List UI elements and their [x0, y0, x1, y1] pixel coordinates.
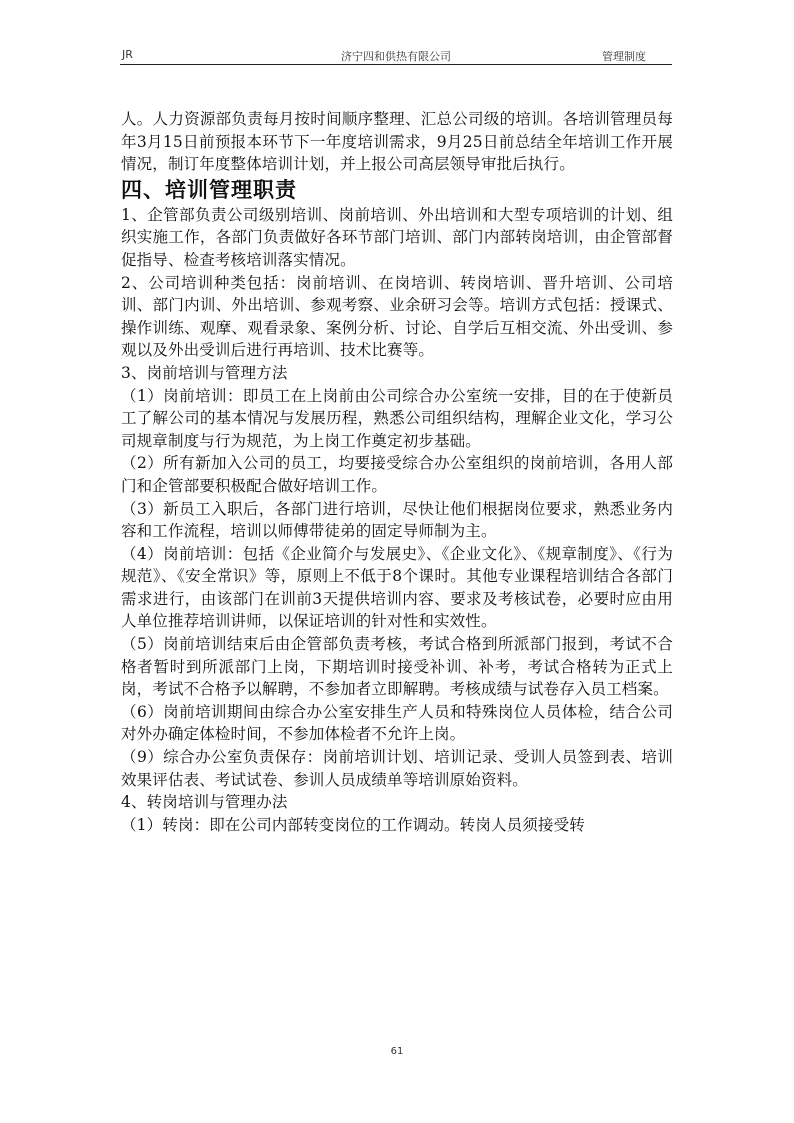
paragraph-item-1: （1）岗前培训：即员工在上岗前由公司综合办公室统一安排，目的在于使新员工了解公司的基本情况与发展历程，熟悉公司组织结构，理解企业文化，学习公司规章制度与行为规范，为上岗工作奠定初步基础。 [121, 386, 673, 450]
page-number: 61 [390, 1046, 404, 1057]
paragraph-transfer-1: （1）转岗：即在公司内部转变岗位的工作调动。转岗人员须接受转 [121, 815, 585, 834]
intro-paragraph: 人。人力资源部负责每月按时间顺序整理、汇总公司级的培训。各培训管理员每年3月15日前预报本环节下一年度培训需求，9月25日前总结全年培训工作开展情况，制订年度整体培训计划，并上报公司高层领导审批后执行。 [121, 110, 673, 174]
header-left-mark: JR [122, 48, 133, 61]
paragraph-item-6: （6）岗前培训期间由综合办公室安排生产人员和特殊岗位人员体检，结合公司对外办确定体检时间，不参加体检者不允许上岗。 [121, 702, 673, 744]
paragraph-duty-1: 1、企管部负责公司级别培训、岗前培训、外出培训和大型专项培训的计划、组织实施工作，各部门负责做好各环节部门培训、部门内部转岗培训，由企管部督促指导、检查考核培训落实情况。 [121, 205, 673, 269]
paragraph-item-4: （4）岗前培训：包括《企业简介与发展史》、《企业文化》、《规章制度》、《行为规范》、《安全常识》等，原则上不低于8个课时。其他专业课程培训结合各部门需求进行，由该部门在训前3天提供培训内容、要求及考核试卷，必要时应由用人单位推荐培训讲师，以保证培训的针对性和实效性。 [121, 544, 673, 631]
paragraph-item-3: （3）新员工入职后，各部门进行培训，尽快让他们根据岗位要求，熟悉业务内容和工作流程，培训以师傅带徒弟的固定导师制为主。 [121, 499, 673, 541]
paragraph-duty-2: 2、公司培训种类包括：岗前培训、在岗培训、转岗培训、晋升培训、公司培训、部门内训、外出培训、参观考察、业余研习会等。培训方式包括：授课式、操作训练、观摩、观看录象、案例分析、讨论、自学后互相交流、外出受训、参观以及外出受训后进行再培训、技术比赛等。 [121, 273, 673, 360]
subheading-pre-job-training: 3、岗前培训与管理方法 [121, 363, 288, 382]
header-company-name: 济宁四和供热有限公司 [341, 50, 451, 63]
paragraph-item-5: （5）岗前培训结束后由企管部负责考核，考试合格到所派部门报到，考试不合格者暂时到所派部门上岗，下期培训时接受补训、补考，考试合格转为正式上岗，考试不合格予以解聘，不参加者立即解聘。考核成绩与试卷存入员工档案。 [121, 635, 673, 699]
section-title: 四、培训管理职责 [121, 177, 297, 202]
page-header [120, 44, 672, 65]
paragraph-item-2: （2）所有新加入公司的员工，均要接受综合办公室组织的岗前培训，各用人部门和企管部要积极配合做好培训工作。 [121, 454, 673, 495]
document-body [121, 108, 673, 836]
header-document-type: 管理制度 [602, 50, 646, 63]
subheading-transfer-training: 4、转岗培训与管理办法 [121, 793, 288, 812]
paragraph-item-9: （9）综合办公室负责保存：岗前培训计划、培训记录、受训人员签到表、培训效果评估表、考试试卷、参训人员成绩单等培训原始资料。 [121, 748, 673, 789]
